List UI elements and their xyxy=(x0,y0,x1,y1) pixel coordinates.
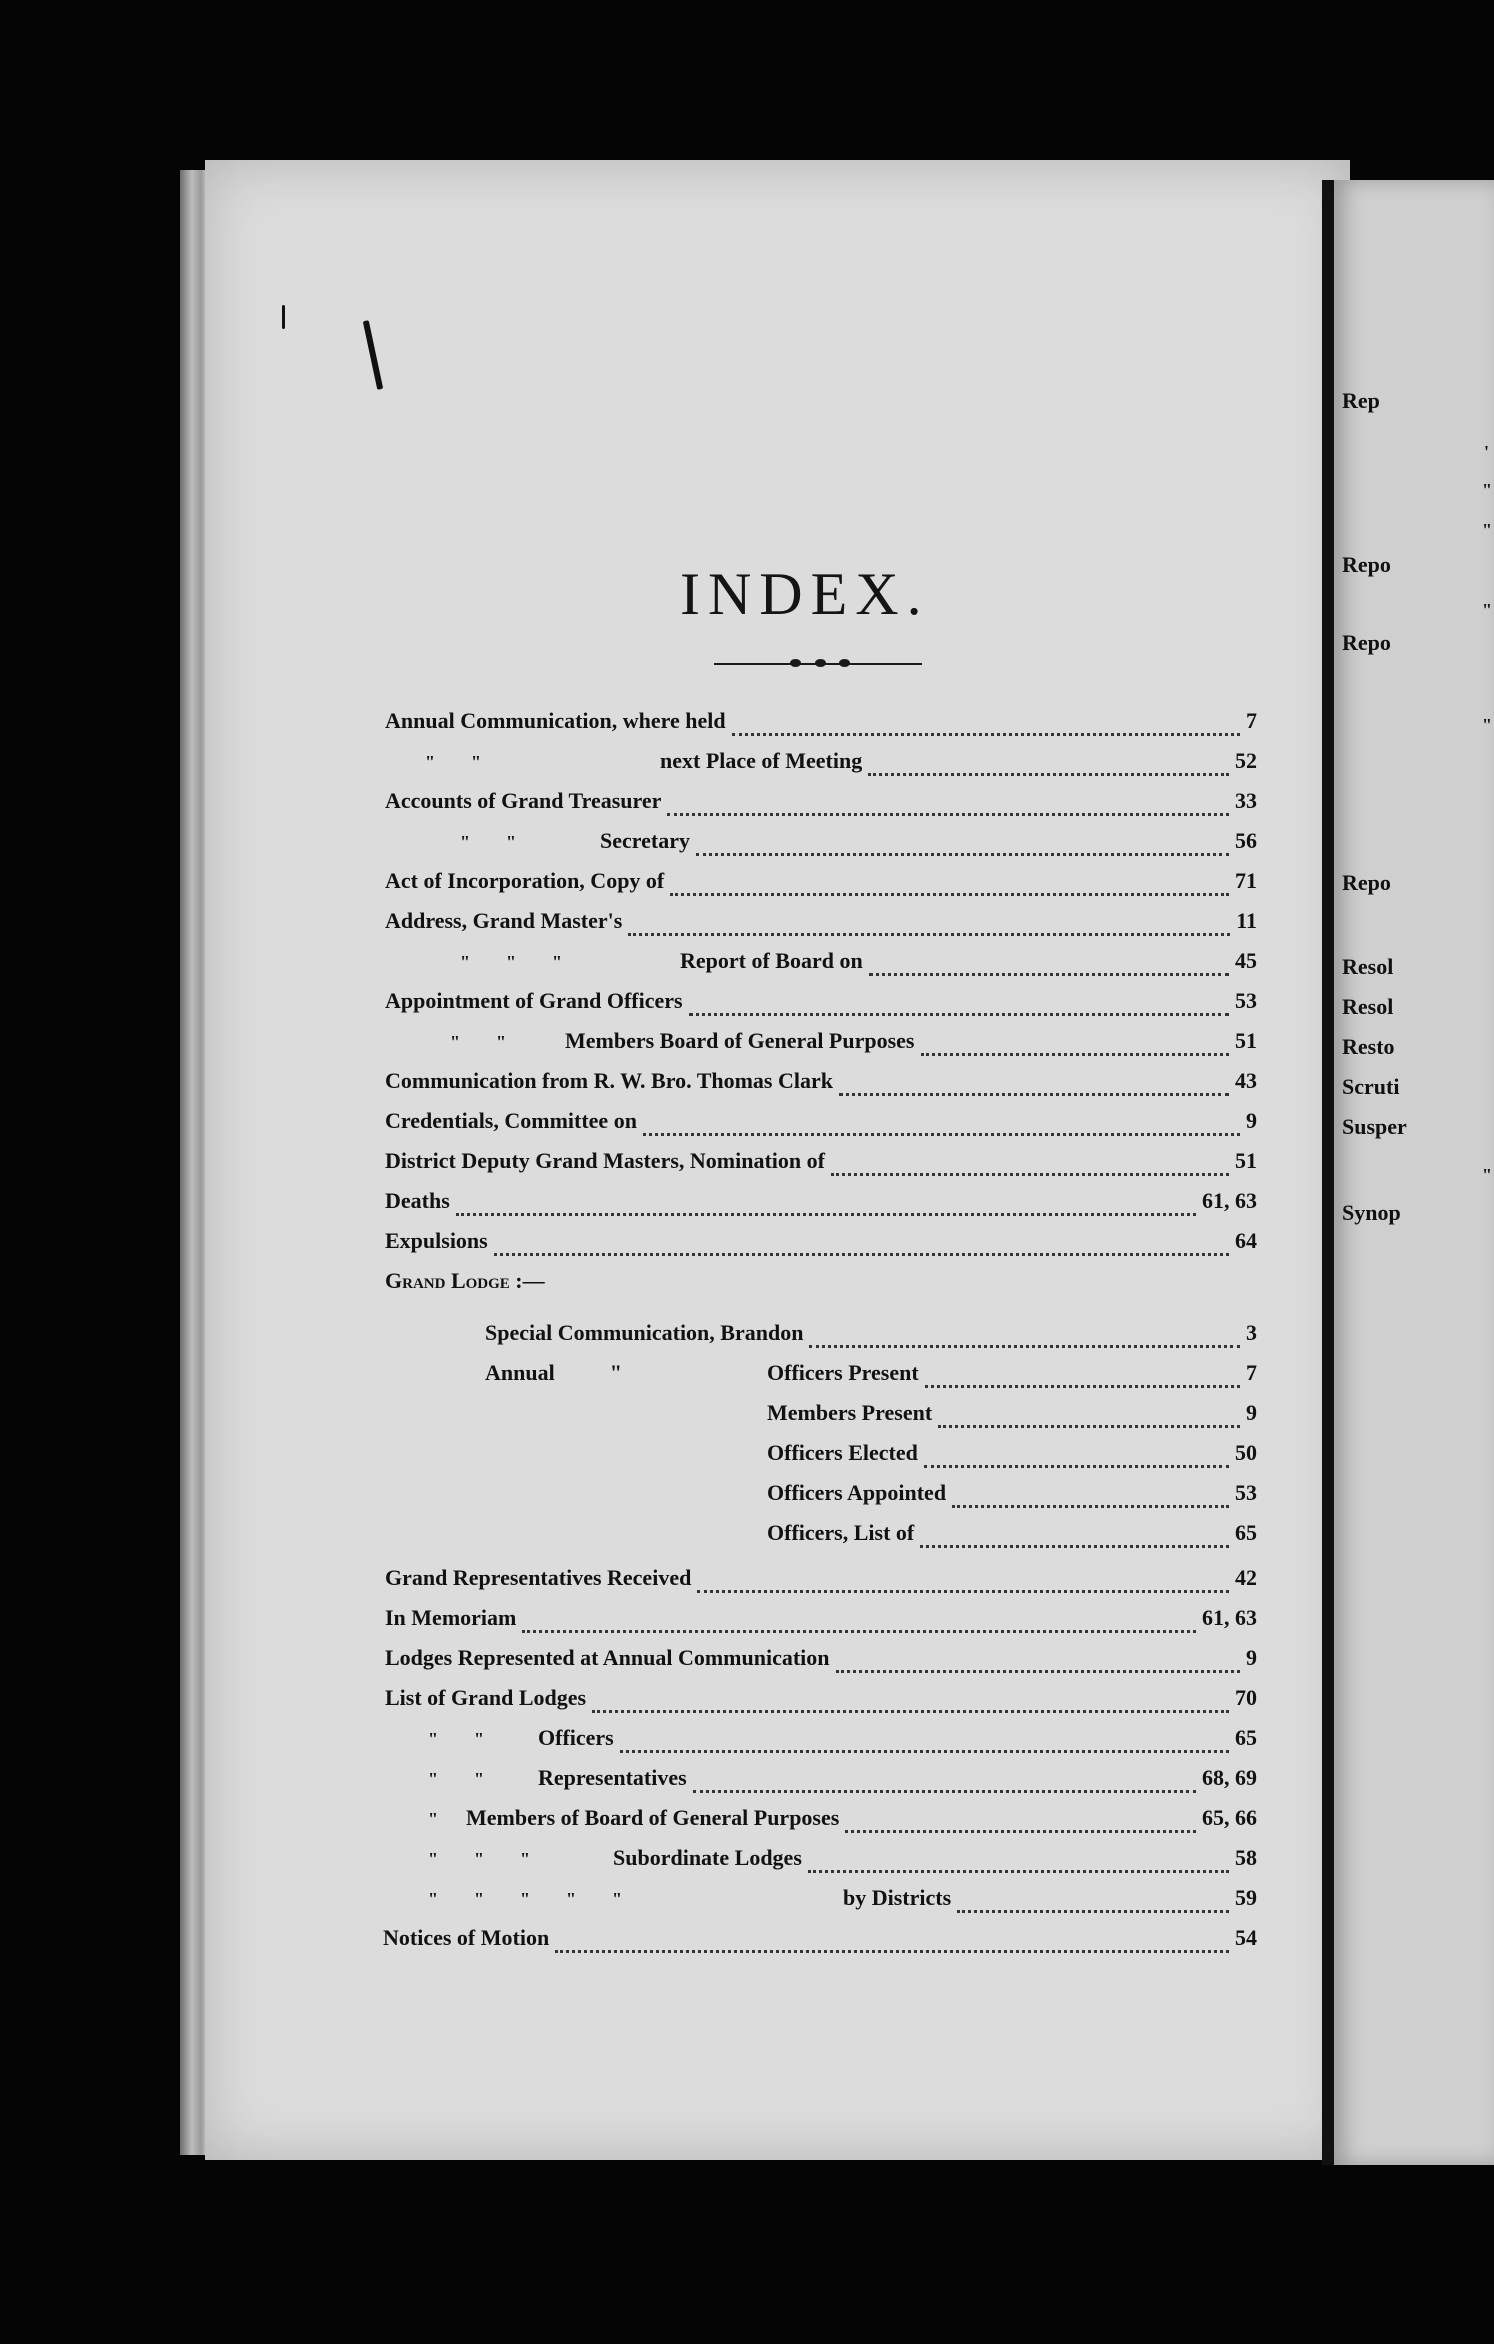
leader-dots xyxy=(869,973,1229,976)
entry-page: 45 xyxy=(1235,948,1257,973)
entry-label: Representatives xyxy=(538,1765,687,1790)
index-entry xyxy=(385,868,1257,904)
ditto-mark: " xyxy=(1482,600,1492,620)
entry-label: Grand Lodge :— xyxy=(385,1268,545,1293)
leader-dots xyxy=(868,773,1229,776)
ditto-mark: " xyxy=(1482,480,1492,500)
entry-page: 53 xyxy=(1235,988,1257,1013)
entry-label: Act of Incorporation, Copy of xyxy=(385,868,665,893)
binding-gutter xyxy=(1322,180,1334,2165)
leader-dots xyxy=(628,933,1230,936)
title-ornament xyxy=(790,656,850,670)
leader-dots xyxy=(697,1590,1229,1593)
entry-label: Communication from R. W. Bro. Thomas Clark xyxy=(385,1068,833,1093)
entry-page: 71 xyxy=(1235,868,1257,893)
entry-page: 52 xyxy=(1235,748,1257,773)
leader-dots xyxy=(689,1013,1229,1016)
leader-dots xyxy=(924,1465,1229,1468)
index-entry xyxy=(428,1885,1257,1921)
entry-label: Address, Grand Master's xyxy=(385,908,623,933)
entry-page: 42 xyxy=(1235,1565,1257,1590)
ditto-prefix: " " " xyxy=(460,952,562,972)
index-entry xyxy=(385,908,1257,944)
index-entry xyxy=(485,1320,1257,1356)
index-entry xyxy=(767,1520,1257,1556)
entry-page: 11 xyxy=(1236,908,1257,933)
index-entry xyxy=(428,1805,1257,1841)
leader-dots xyxy=(809,1345,1240,1348)
entry-page: 51 xyxy=(1235,1148,1257,1173)
facing-page-label: Repo xyxy=(1342,552,1391,577)
entry-label: Officers Appointed xyxy=(767,1480,947,1505)
entry-page: 7 xyxy=(1246,708,1257,733)
entry-page: 9 xyxy=(1246,1645,1257,1670)
leader-dots xyxy=(456,1213,1196,1216)
ditto-mark: " xyxy=(1482,1165,1492,1185)
entry-page: 43 xyxy=(1235,1068,1257,1093)
facing-page-label: Rep xyxy=(1342,388,1380,413)
index-entry xyxy=(385,1605,1257,1641)
leader-dots xyxy=(957,1910,1229,1913)
index-entry xyxy=(385,788,1257,824)
index-entry xyxy=(767,1480,1257,1516)
index-entry xyxy=(767,1440,1257,1476)
entry-page: 56 xyxy=(1235,828,1257,853)
entry-label: Annual Communication, where held xyxy=(385,708,726,733)
entry-page: 54 xyxy=(1235,1925,1257,1950)
entry-label: Special Communication, Brandon xyxy=(485,1320,804,1345)
entry-label: Officers xyxy=(538,1725,614,1750)
leader-dots xyxy=(522,1630,1196,1633)
index-entry xyxy=(385,1108,1257,1144)
entry-page: 65, 66 xyxy=(1202,1805,1257,1830)
leader-dots xyxy=(836,1670,1240,1673)
index-heading xyxy=(385,1268,1257,1304)
leader-dots xyxy=(693,1790,1196,1793)
index-entry xyxy=(385,1228,1257,1264)
entry-label: Lodges Represented at Annual Communication xyxy=(385,1645,830,1670)
leader-dots xyxy=(494,1253,1229,1256)
entry-page: 53 xyxy=(1235,1480,1257,1505)
index-entry xyxy=(428,1845,1257,1881)
entry-label: Officers Elected xyxy=(767,1440,918,1465)
index-entry xyxy=(385,1645,1257,1681)
leader-dots xyxy=(938,1425,1240,1428)
facing-page-label: Scruti xyxy=(1342,1074,1400,1099)
entry-page: 65 xyxy=(1235,1725,1257,1750)
facing-page-label: Resol xyxy=(1342,954,1394,979)
ditto-prefix: " " xyxy=(428,1729,484,1749)
leader-dots xyxy=(620,1750,1229,1753)
entry-label: Expulsions xyxy=(385,1228,488,1253)
index-entry xyxy=(385,1068,1257,1104)
index-entry xyxy=(385,988,1257,1024)
entry-page: 64 xyxy=(1235,1228,1257,1253)
leader-dots xyxy=(952,1505,1229,1508)
leader-dots xyxy=(920,1545,1229,1548)
index-entry xyxy=(385,1148,1257,1184)
ditto-prefix: " " xyxy=(425,752,481,772)
index-entry xyxy=(385,1685,1257,1721)
leader-dots xyxy=(845,1830,1196,1833)
entry-page: 7 xyxy=(1246,1360,1257,1385)
entry-label: Officers, List of xyxy=(767,1520,915,1545)
ditto-prefix: " xyxy=(428,1809,438,1829)
leader-dots xyxy=(667,813,1229,816)
leader-dots xyxy=(925,1385,1240,1388)
facing-page-label: Resto xyxy=(1342,1034,1395,1059)
leader-dots xyxy=(670,893,1229,896)
ditto-prefix: " " xyxy=(460,832,516,852)
entry-page: 65 xyxy=(1235,1520,1257,1545)
entry-page: 50 xyxy=(1235,1440,1257,1465)
index-entry xyxy=(385,1565,1257,1601)
entry-page: 61, 63 xyxy=(1202,1188,1257,1213)
entry-label: Secretary xyxy=(600,828,690,853)
leader-dots xyxy=(808,1870,1229,1873)
facing-page-label: Resol xyxy=(1342,994,1394,1019)
page-title: INDEX. xyxy=(680,561,930,627)
entry-page: 58 xyxy=(1235,1845,1257,1870)
facing-page-label: Repo xyxy=(1342,630,1391,655)
entry-label: Members Board of General Purposes xyxy=(565,1028,915,1053)
facing-page-label: Synop xyxy=(1342,1200,1401,1225)
entry-label: Notices of Motion xyxy=(383,1925,550,1950)
index-entry xyxy=(485,1360,1257,1396)
entry-page: 3 xyxy=(1246,1320,1257,1345)
leader-dots xyxy=(555,1950,1229,1953)
index-entry xyxy=(460,948,1257,984)
entry-label: In Memoriam xyxy=(385,1605,517,1630)
entry-page: 9 xyxy=(1246,1108,1257,1133)
leader-dots xyxy=(921,1053,1230,1056)
index-entry xyxy=(460,828,1257,864)
entry-page: 33 xyxy=(1235,788,1257,813)
index-entry xyxy=(428,1725,1257,1761)
entry-label: Subordinate Lodges xyxy=(613,1845,802,1870)
ditto-prefix: " " " " " xyxy=(428,1889,622,1909)
index-entry xyxy=(385,1188,1257,1224)
ditto-prefix: " " xyxy=(450,1032,506,1052)
facing-page-label: Susper xyxy=(1342,1114,1407,1139)
entry-label: Officers Present xyxy=(767,1360,919,1385)
leader-dots xyxy=(839,1093,1229,1096)
index-entry xyxy=(385,708,1257,744)
entry-label: Grand Representatives Received xyxy=(385,1565,692,1590)
entry-label: Members of Board of General Purposes xyxy=(466,1805,840,1830)
index-entry xyxy=(425,748,1257,784)
entry-label: by Districts xyxy=(843,1885,952,1910)
leader-dots xyxy=(592,1710,1229,1713)
ditto-mark: ' xyxy=(1484,442,1490,462)
index-entry xyxy=(450,1028,1257,1064)
entry-label: next Place of Meeting xyxy=(660,748,863,773)
index-entry xyxy=(383,1925,1257,1961)
entry-label: Deaths xyxy=(385,1188,450,1213)
entry-label: Members Present xyxy=(767,1400,933,1425)
ditto-prefix: " " " xyxy=(428,1849,530,1869)
entry-label: Report of Board on xyxy=(680,948,863,973)
entry-page: 61, 63 xyxy=(1202,1605,1257,1630)
entry-label: List of Grand Lodges xyxy=(385,1685,587,1710)
entry-page: 70 xyxy=(1235,1685,1257,1710)
leader-dots xyxy=(643,1133,1240,1136)
entry-page: 68, 69 xyxy=(1202,1765,1257,1790)
leader-dots xyxy=(696,853,1229,856)
facing-page xyxy=(1334,180,1494,2165)
ditto-prefix: " " xyxy=(428,1769,484,1789)
entry-label: Appointment of Grand Officers xyxy=(385,988,683,1013)
ink-mark xyxy=(282,305,285,329)
entry-label: Credentials, Committee on xyxy=(385,1108,637,1133)
entry-page: 59 xyxy=(1235,1885,1257,1910)
facing-page-label: Repo xyxy=(1342,870,1391,895)
ditto-mark: " xyxy=(1482,520,1492,540)
ditto-prefix: Annual " xyxy=(485,1360,622,1385)
entry-label: District Deputy Grand Masters, Nomination of xyxy=(385,1148,825,1173)
leader-dots xyxy=(831,1173,1229,1176)
entry-page: 51 xyxy=(1235,1028,1257,1053)
index-entry xyxy=(428,1765,1257,1801)
entry-page: 9 xyxy=(1246,1400,1257,1425)
ditto-mark: " xyxy=(1482,715,1492,735)
leader-dots xyxy=(732,733,1240,736)
entry-label: Accounts of Grand Treasurer xyxy=(385,788,662,813)
index-entry xyxy=(767,1400,1257,1436)
